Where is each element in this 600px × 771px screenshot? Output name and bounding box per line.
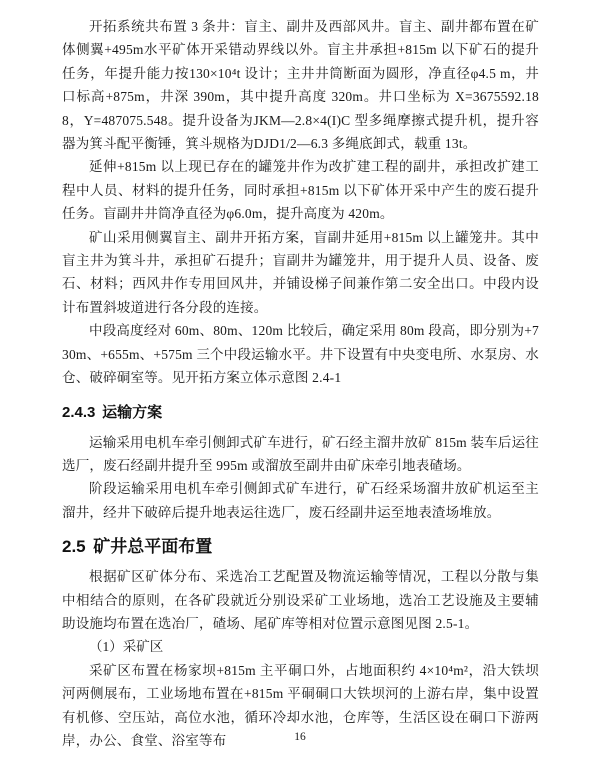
paragraph-development-shafts: 开拓系统共布置 3 条井：盲主、副井及西部风井。盲主、副井都布置在矿体侧翼+495m水平矿体开采错动界线以外。盲主井承担+815m 以下矿石的提升任务，年提升能力按130×10⁴t 设计；主井井筒断面为圆形，净直径φ4.5 m，井口标高+875m，井深 390m，其中提升高度 320m。井口坐标为 X=3675592.188，Y=487075.548。提升设备为JKM—2.8×4(I)C 型多绳摩擦式提升机，提升容器为箕斗配平衡锤，箕斗规格为DJD1/2—6.3 多绳底卸式，载重 13t。 <box>62 19 539 152</box>
paragraph-mining-area: 采矿区布置在杨家坝+815m 主平硐口外，占地面积约 4×10⁴m²，沿大铁坝河两侧展布，工业场地布置在+815m 平硐硐口大铁坝河的上游右岸，集中设置有机修、空压站，高位水池，循环冷却水池，仓库等，生活区设在硐口下游两岸，办公、食堂、浴室等布 <box>62 662 539 748</box>
section-heading-layout <box>62 533 539 560</box>
paragraph-stage-transport: 阶段运输采用电机车牵引侧卸式矿车进行，矿石经采场溜井放矿机运至主溜井，经井下破碎后提升地表运往选厂，废石经副井运至地表渣场堆放。 <box>62 481 539 520</box>
page-number: 16 <box>294 731 306 743</box>
list-item-mining-area-label: （1）采矿区 <box>89 639 164 655</box>
paragraph-middle-levels: 中段高度经对 60m、80m、120m 比较后，确定采用 80m 段高，即分别为+730m、+655m、+575m 三个中段运输水平。井下设置有中央变电所、水泵房、水仓、破碎硐室等。见开拓方案立体示意图 2.4-1 <box>62 323 540 386</box>
paragraph-cage-shaft-extension: 延伸+815m 以上现已存在的罐笼井作为改扩建工程的副井，承担改扩建工程中人员、材料的提升任务，同时承担+815m 以下矿体开采中产生的废石提升任务。盲副井井筒净直径为φ6.0m，提升高度为 420m。 <box>62 159 539 222</box>
paragraph-main-transport: 运输采用电机车牵引侧卸式矿车进行，矿石经主溜井放矿 815m 装车后运往选厂，废石经副井提升至 995m 或溜放至副井由矿床牵引地表碴场。 <box>62 434 539 473</box>
section-title: 运输方案 <box>102 403 163 421</box>
document-content <box>62 15 539 752</box>
section-number: 2.4.3 <box>62 403 96 421</box>
page-footer <box>0 730 600 744</box>
paragraph-layout-overview: 根据矿区矿体分布、采选冶工艺配置及物流运输等情况，工程以分散与集中相结合的原则，在各矿段就近分别设采矿工业场地，选冶工艺设施及主要辅助设施均布置在选冶厂，碴场、尾矿库等相对位置示意图见图 2.5-1。 <box>62 569 539 631</box>
section-number: 2.5 <box>62 537 86 557</box>
paragraph-development-scheme: 矿山采用侧翼盲主、副井开拓方案，盲副井延用+815m 以上罐笼井。其中盲主井为箕斗井，承担矿石提升；盲副井为罐笼井，用于提升人员、设备、废石、材料；西风井作专用回风井，并铺设梯子间兼作第二安全出口。中段内设计布置斜坡道进行各分段的连接。 <box>62 229 539 315</box>
section-heading-transport <box>62 401 539 425</box>
section-title: 矿井总平面布置 <box>93 537 213 557</box>
